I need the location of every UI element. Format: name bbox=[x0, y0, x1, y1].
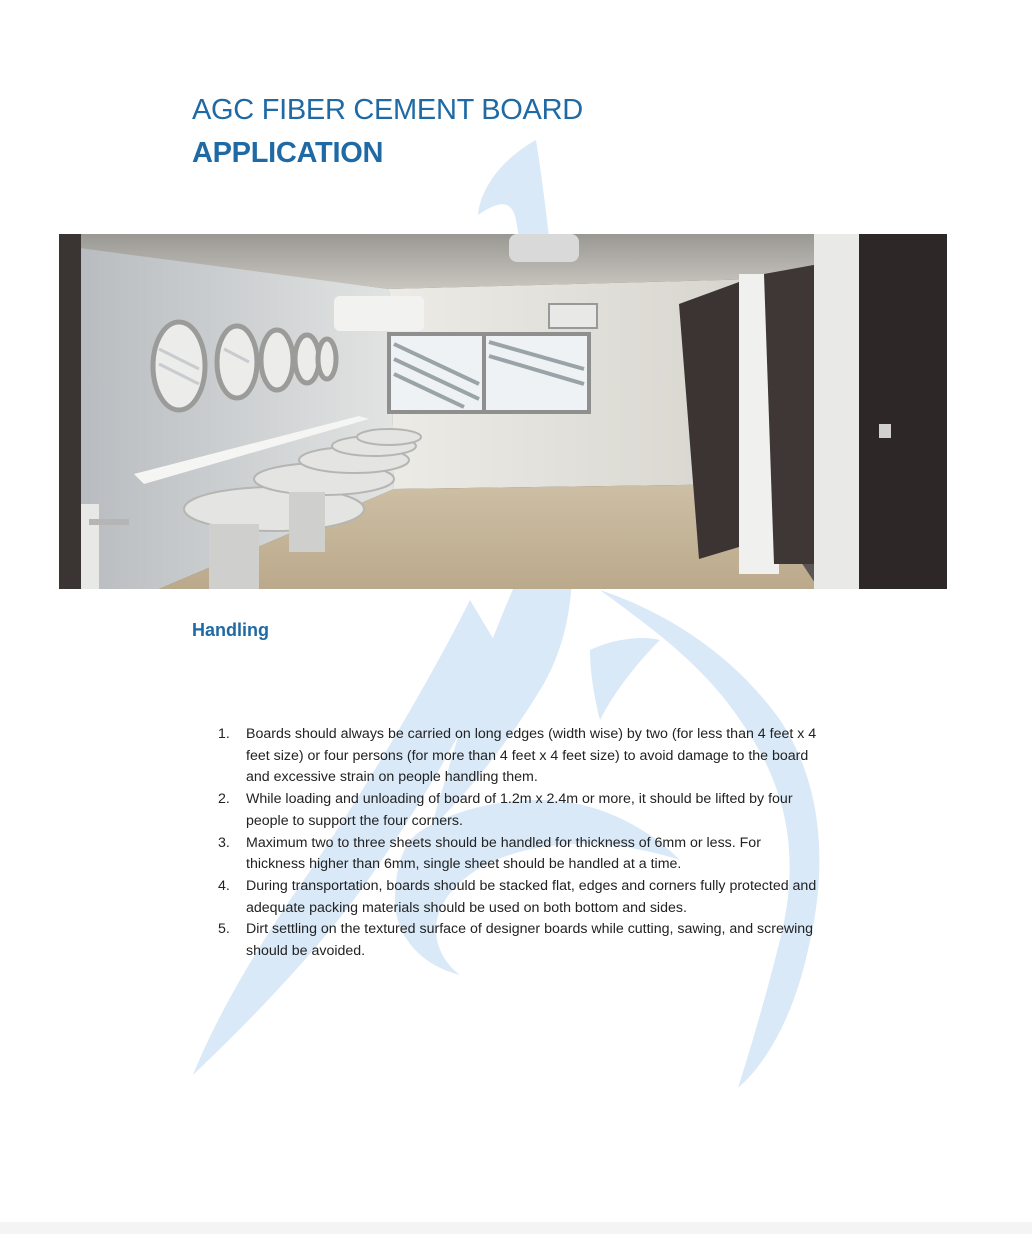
item-text: Boards should always be carried on long edges (width wise) by two (for less than 4 feet x 4 feet size) or four persons (for more than 4 feet x 4 feet size) to avoid damage to the board and excessive strain on people handling them. bbox=[246, 726, 817, 786]
list-item bbox=[218, 833, 818, 876]
item-number: 3. bbox=[218, 834, 230, 851]
list-item bbox=[218, 789, 818, 832]
item-text: During transportation, boards should be stacked flat, edges and corners fully protected and adequate packing materials should be used on both bottom and sides. bbox=[246, 877, 817, 916]
item-text: Dirt settling on the textured surface of designer boards while cutting, sawing, and screwing should be avoided. bbox=[246, 921, 814, 960]
washroom-photo bbox=[59, 234, 947, 589]
item-number: 5. bbox=[218, 921, 230, 938]
brand-title: AGC FIBER CEMENT BOARD bbox=[192, 94, 583, 126]
list-item bbox=[218, 919, 818, 962]
handling-heading: Handling bbox=[192, 620, 269, 640]
list-item bbox=[218, 876, 818, 919]
item-number: 2. bbox=[218, 791, 230, 808]
page-bottom-edge bbox=[0, 1222, 1032, 1234]
item-number: 1. bbox=[218, 726, 230, 742]
item-text: Maximum two to three sheets should be handled for thickness of 6mm or less. For thickness higher than 6mm, single sheet should be handled at a time. bbox=[246, 834, 761, 873]
section-title: APPLICATION bbox=[192, 137, 384, 169]
handling-list bbox=[218, 724, 818, 963]
list-item bbox=[218, 724, 818, 789]
item-text: While loading and unloading of board of 1.2m x 2.4m or more, it should be lifted by four people to support the four corners. bbox=[246, 791, 793, 829]
item-number: 4. bbox=[218, 877, 230, 894]
